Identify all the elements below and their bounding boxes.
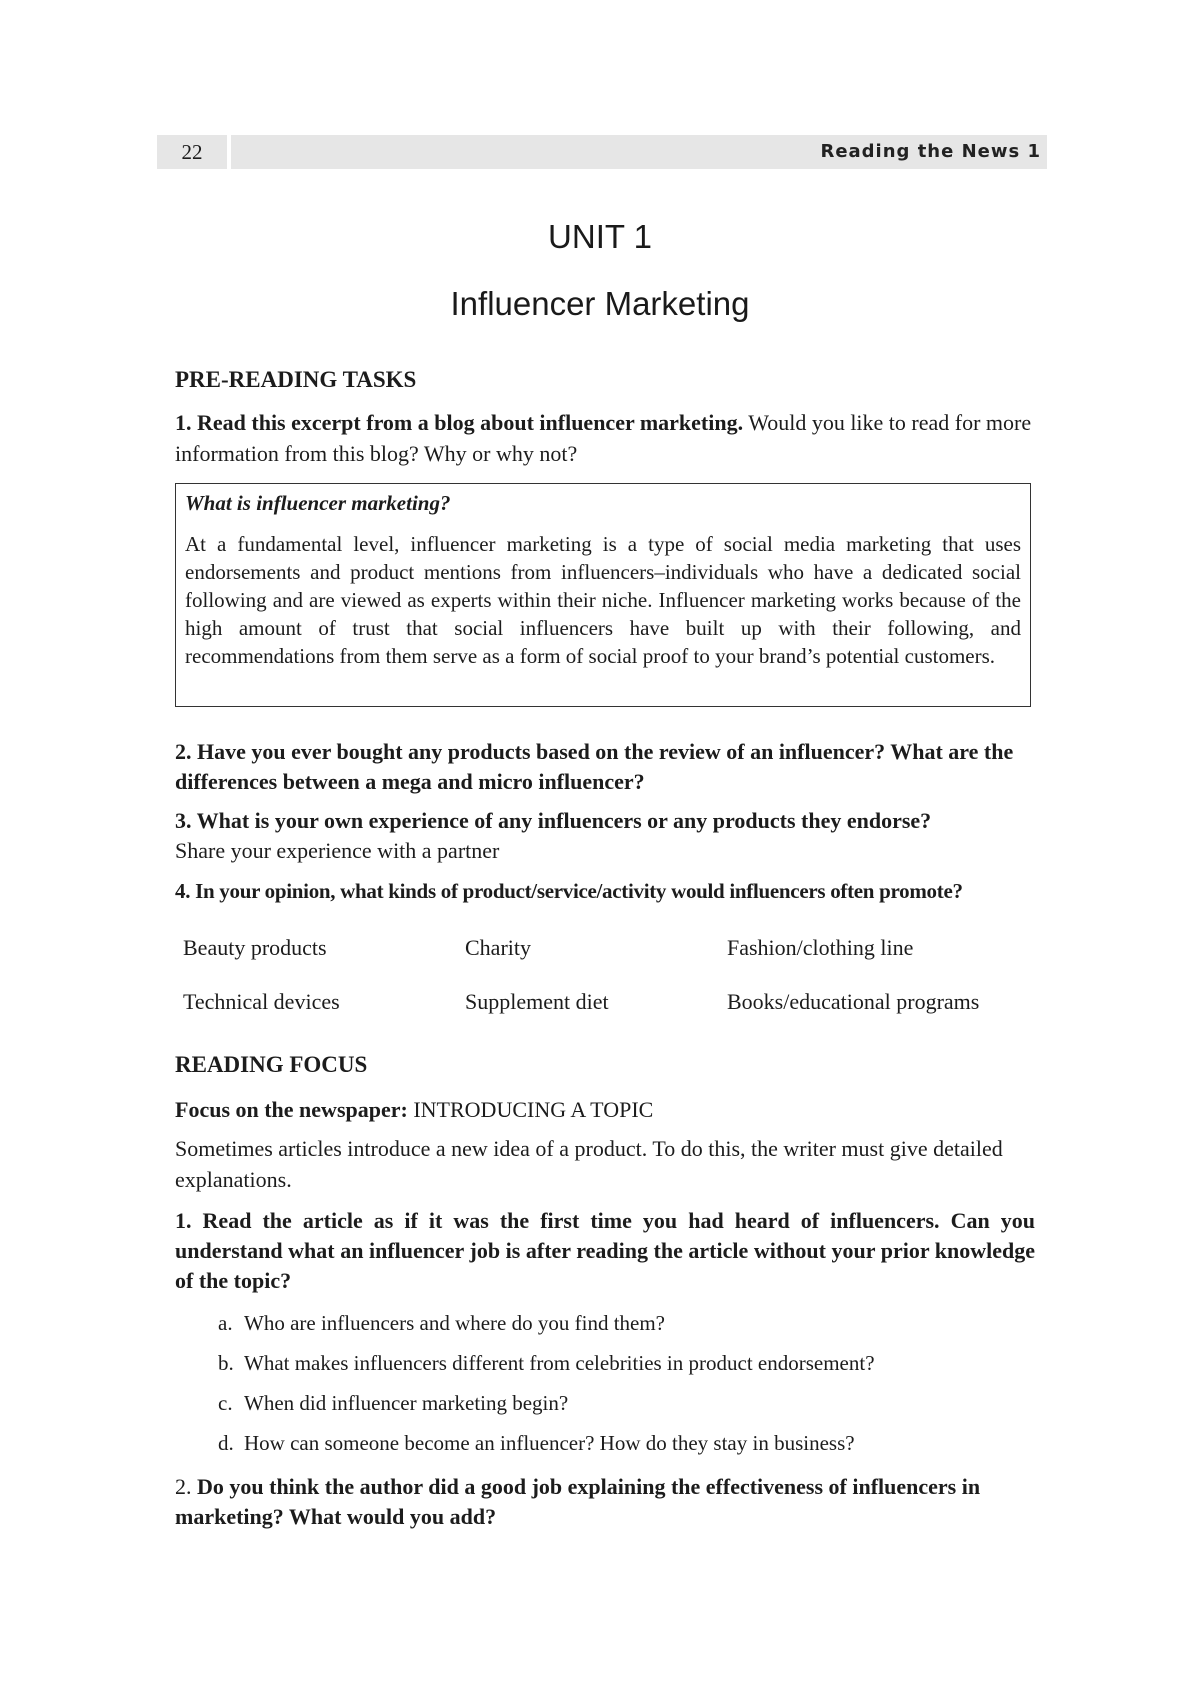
unit-title: Influencer Marketing [450,285,750,322]
sub-letter: c. [218,1391,233,1415]
option-item: Beauty products [183,935,327,960]
page-number: 22 [157,135,227,169]
list-item [218,1311,665,1336]
book-title: Reading the News 1 [820,141,1041,162]
sub-text: What makes influencers different from celebrities in product endorsement? [244,1351,875,1375]
list-item [218,1431,855,1456]
q2-prompt: Do you think the author did a good job explaining the effectiveness of influencers in marketing? What would you add? [175,1474,981,1529]
focus-question-1: 1. Read the article as if it was the first time you had heard of influencers. Can you understand what an influencer job is after reading the article without your prior knowledge of the topic? [175,1208,1035,1293]
pre-reading-question-1 [175,407,1035,469]
sub-letter: d. [218,1431,234,1455]
pre-reading-question-3 [175,806,1035,866]
running-header [231,135,1047,169]
list-item [218,1391,568,1416]
excerpt-title: What is influencer marketing? [185,491,451,515]
sub-text: How can someone become an influencer? How do they stay in business? [244,1431,855,1455]
option-item: Books/educational programs [727,989,980,1014]
pre-reading-question-2: 2. Have you ever bought any products based on the review of an influencer? What are the differences between a mega and micro influencer? [175,739,1014,794]
sub-text: When did influencer marketing begin? [244,1391,569,1415]
sub-text: Who are influencers and where do you find them? [244,1311,666,1335]
focus-label: Focus on the newspaper: [175,1097,408,1122]
blog-excerpt-box [175,483,1031,707]
focus-question-2 [175,1472,1035,1532]
q2-number: 2. [175,1474,192,1499]
focus-value: INTRODUCING A TOPIC [413,1097,654,1122]
option-item: Charity [465,935,531,960]
q1-followup: Would you like to read for more information from this blog? Why or why not? [175,410,1032,466]
pre-reading-question-4: 4. In your opinion, what kinds of product/service/activity would influencers often promote? [175,879,963,903]
q1-prompt: Read this excerpt from a blog about influencer marketing. [197,410,744,435]
focus-intro: Sometimes articles introduce a new idea of a product. To do this, the writer must give detailed explanations. [175,1136,1003,1192]
sub-letter: b. [218,1351,234,1375]
list-item [218,1351,875,1376]
pre-reading-heading: PRE-READING TASKS [175,367,417,392]
excerpt-body: At a fundamental level, influencer marketing is a type of social media marketing that uses endorsements and product mentions from influencers–individuals who have a dedicated social following and are viewed as experts within their niche. Influencer marketing works because of the high amount of trust that social influencers have built up with their following, and recommendations from them serve as a form of social proof to your brand’s potential customers. [185,532,1021,668]
option-item: Supplement diet [465,989,609,1014]
option-item: Fashion/clothing line [727,935,914,960]
q3-prompt: 3. What is your own experience of any influencers or any products they endorse? [175,808,932,833]
unit-label: UNIT 1 [548,218,652,255]
reading-focus-heading: READING FOCUS [175,1052,368,1077]
q3-followup: Share your experience with a partner [175,838,500,863]
sub-letter: a. [218,1311,233,1335]
focus-line [175,1094,1035,1125]
option-item: Technical devices [183,989,340,1014]
q1-number: 1. [175,410,192,435]
